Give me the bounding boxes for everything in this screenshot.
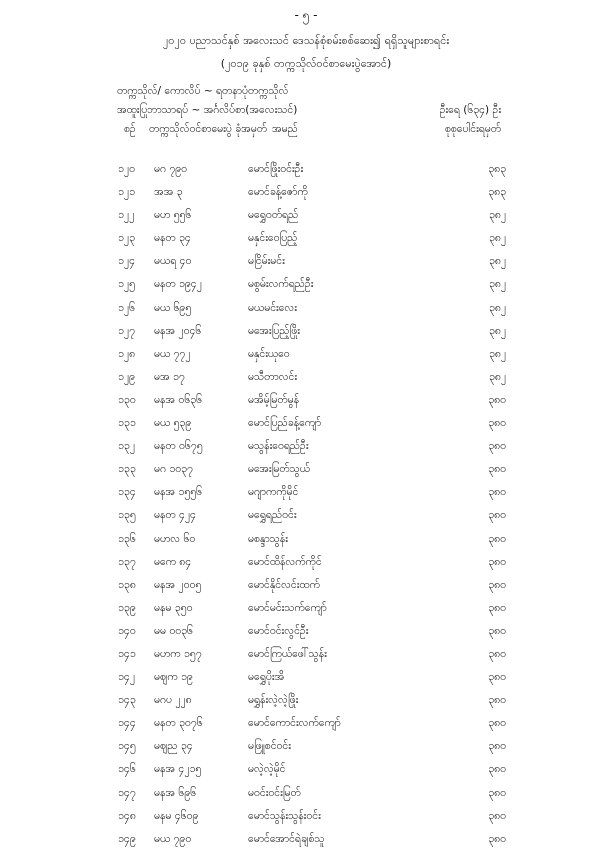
row-number: ၁၄၅ [118, 740, 136, 753]
row-number: ၁၃၀ [118, 393, 136, 406]
table-row [0, 713, 612, 736]
roll-number: မယ ၅၃၉ [154, 417, 192, 430]
roll-number: မနတ ၀၆၇၅ [154, 440, 203, 453]
row-number: ၁၂၁ [118, 186, 135, 199]
student-name: မအိမ့်မြတ်မွန် [248, 393, 300, 406]
row-number: ၁၄၂ [118, 671, 135, 684]
student-name: မသီတာလင်း [248, 370, 298, 383]
table-row [0, 159, 612, 182]
roll-number: မအ ၁၇ [154, 370, 185, 383]
table-row [0, 505, 612, 528]
table-row [0, 367, 612, 390]
student-name: မောင်နိုင်လင်းထက် [248, 578, 320, 591]
student-name: မောင်ဖြိုးဝင်းဦး [248, 163, 304, 175]
roll-number: မနအ ၂၀၀၅ [154, 578, 202, 591]
table-row [0, 783, 612, 806]
roll-number: မကေ ၈၄ [154, 555, 192, 568]
table-row [0, 575, 612, 598]
student-name: မောင်မင်းသက်ကျော် [248, 601, 327, 614]
row-number: ၁၄၄ [118, 717, 136, 730]
roll-number: အအ ၃ [154, 186, 183, 199]
total-score: ၃၈၂ [488, 209, 506, 222]
row-number: ၁၂၆ [118, 301, 135, 314]
total-score: ၃၈၀ [488, 532, 506, 545]
total-score: ၃၈၀ [488, 763, 506, 776]
student-name: မောင်ထိန်လက်ကိုင် [248, 555, 322, 568]
row-number: ၁၂၈ [118, 347, 136, 360]
total-score: ၃၈၀ [488, 555, 506, 568]
row-number: ၁၃၄ [118, 486, 136, 499]
row-number: ၁၄၈ [118, 809, 136, 822]
row-number: ၁၂၃ [118, 232, 135, 245]
student-name: မောင်ခန့်ဇော်ကို [248, 186, 308, 199]
student-name: မရွှေဝတ်ရည် [248, 209, 299, 222]
roll-number: မနအ ၂၀၄၆ [154, 324, 202, 337]
student-name: မနှင်းယုဝေ [248, 347, 290, 360]
table-row [0, 274, 612, 297]
table-row [0, 228, 612, 251]
roll-number: မယ ၇၉၀ [154, 832, 192, 845]
row-number: ၁၃၃ [118, 463, 136, 476]
roll-number: မဂပ ၂၂၈ [154, 694, 192, 707]
roll-number: မမ ၀၀၃၆ [154, 624, 193, 637]
student-name: မရွှန်းလဲ့လဲ့ဖြိုး [248, 694, 299, 707]
table-row [0, 552, 612, 575]
table-row [0, 182, 612, 205]
total-score: ၃၈၂ [488, 347, 506, 360]
row-number: ၁၃၇ [118, 555, 136, 568]
total-score: ၃၈၀ [488, 624, 506, 637]
student-name: မစန္ဒာသွန်း [248, 532, 288, 545]
document-subtitle: (၂၀၁၉ ခုနှစ် တက္ကသိုလ်ဝင်စာမေးပွဲအောင်) [220, 57, 392, 70]
roll-number: မနတ ၃၄ [154, 232, 191, 245]
table-row [0, 482, 612, 505]
total-score: ၃၈၀ [488, 717, 506, 730]
row-number: ၁၃၈ [118, 578, 136, 591]
table-row [0, 321, 612, 344]
student-name: မောင်ကြယ်ဖေါ်သွန်း [248, 647, 327, 660]
total-count: ဦးရေ (၆၃၄) ဦး [439, 104, 501, 116]
student-name: မောင်ပြည်ခန့်ကျော် [248, 417, 322, 430]
row-number: ၁၄၆ [118, 763, 136, 776]
row-number: ၁၄၀ [118, 624, 136, 637]
student-name: မစွမ်းလက်ရည်ဦး [248, 278, 314, 291]
roll-number: မနတ ၁၉၄၂ [154, 278, 202, 291]
row-number: ၁၃၂ [118, 440, 135, 453]
total-score: ၃၈၀ [488, 809, 506, 822]
student-name: မောင်သွန်းသွန်းဝင်း [248, 809, 321, 822]
student-name: မရွှေပိုးအိ [248, 671, 285, 684]
table-row [0, 644, 612, 667]
total-score: ၃၈၂ [488, 370, 506, 383]
row-number: ၁၃၅ [118, 509, 136, 522]
total-score: ၃၈၀ [488, 463, 506, 476]
total-score: ၃၈၀ [488, 647, 506, 660]
table-row [0, 829, 612, 852]
student-name: မငြိမ်းမင်း [248, 255, 285, 268]
total-score: ၃၈၀ [488, 486, 506, 499]
roll-number: မဂ ၇၉၀ [154, 163, 188, 175]
total-score: ၃၈၀ [488, 740, 506, 753]
student-name: မောင်ကောင်းလက်ကျော် [248, 717, 341, 730]
table-row [0, 690, 612, 713]
table-row [0, 390, 612, 413]
row-number: ၁၂၅ [118, 278, 135, 291]
roll-number: မဂ ၁၀၃၇ [154, 463, 193, 476]
document-title: ၂၀၂၀ ပညာသင်နှစ် အလေးသင် ဒေသန်စုံစမ်းစစ်ဆေး၍ ရရှိသူများစာရင်း [162, 34, 450, 47]
roll-number: မနတ ၄၂၄ [154, 509, 196, 522]
table-row [0, 344, 612, 367]
row-number: ၁၃၆ [118, 532, 136, 545]
total-score: ၃၈၀ [488, 417, 506, 430]
roll-number: မနအ ၁၅၅၆ [154, 486, 203, 499]
roll-number: မနမ ၃၅၀ [154, 601, 193, 614]
table-row [0, 459, 612, 482]
column-header-score: စုစုပေါင်းရမှတ် [444, 123, 501, 135]
roll-number: မနမ ၄၆၀၉ [154, 809, 199, 822]
subject-line: အထူးပြုဘာသာရပ် ~ အင်္ဂလိပ်စာ(အလေးသင်) [117, 104, 298, 116]
total-score: ၃၈၃ [488, 163, 506, 175]
table-row [0, 806, 612, 829]
roll-number: မနတ ၃၀၇၆ [154, 717, 203, 730]
total-score: ၃၈၀ [488, 786, 506, 799]
column-header-no: စဉ် [124, 123, 136, 135]
roll-number: မဟက ၁၅၇ [154, 647, 202, 660]
total-score: ၃၈၃ [488, 186, 506, 199]
student-name: မောင်အောင်ရဲချစ်သူ [248, 832, 325, 845]
total-score: ၃၈၀ [488, 440, 506, 453]
column-header-name: အမည် [272, 123, 298, 135]
total-score: ၃၈၂ [488, 278, 506, 291]
column-header-roll: တက္ကသိုလ်ဝင်စာမေးပွဲ ခုံအမှတ် [149, 123, 267, 135]
row-number: ၁၂၂ [118, 209, 135, 222]
total-score: ၃၈၀ [488, 694, 506, 707]
student-name: မယမင်းလေး [248, 301, 297, 314]
row-number: ၁၄၇ [118, 786, 136, 799]
total-score: ၃၈၂ [488, 255, 506, 268]
table-row [0, 759, 612, 782]
total-score: ၃၈၂ [488, 301, 506, 314]
table-row [0, 251, 612, 274]
roll-number: မနအ ၆၉၆ [154, 786, 197, 799]
total-score: ၃၈၀ [488, 578, 506, 591]
roll-number: မဈက ၁၉ [154, 671, 193, 684]
row-number: ၁၄၁ [118, 647, 136, 660]
student-name: မရွှေရည်ဝင်း [248, 509, 297, 522]
student-name: မဝင်းဝင်းမြတ် [248, 786, 301, 799]
table-row [0, 736, 612, 759]
row-number: ၁၂၄ [118, 255, 135, 268]
institution-line: တက္ကသိုလ်/ ကောလိပ် ~ ရတနာပုံတက္ကသိုလ် [117, 85, 289, 97]
total-score: ၃၈၂ [488, 232, 506, 245]
student-name: မအေးပြည့်ဖြိုး [248, 324, 300, 337]
student-name: မနှင်းဝေပြည့် [248, 232, 298, 245]
table-row [0, 529, 612, 552]
roll-number: မနအ ၄၂၁၅ [154, 763, 202, 776]
total-score: ၃၈၀ [488, 509, 506, 522]
table-row [0, 436, 612, 459]
row-number: ၁၂၇ [118, 324, 135, 337]
table-row [0, 598, 612, 621]
total-score: ၃၈၀ [488, 832, 506, 845]
total-score: ၃၈၂ [488, 324, 506, 337]
table-row [0, 413, 612, 436]
roll-number: မနအ ၀၆၃၆ [154, 393, 203, 406]
student-name: မဖြူစင်ဝင်း [248, 740, 291, 753]
roll-number: မဈည ၃၄ [154, 740, 193, 753]
table-row [0, 621, 612, 644]
total-score: ၃၈၀ [488, 393, 506, 406]
roll-number: မယ ၇၇၂ [154, 347, 191, 360]
roll-number: မဟ ၅၅၆ [154, 209, 192, 222]
table-row [0, 667, 612, 690]
table-row [0, 298, 612, 321]
row-number: ၁၄၉ [118, 832, 136, 845]
page-number: - ၅ - [294, 8, 318, 22]
row-number: ၁၂၉ [118, 370, 135, 383]
results-table [0, 159, 612, 852]
total-score: ၃၈၀ [488, 671, 506, 684]
row-number: ၁၃၉ [118, 601, 136, 614]
table-row [0, 205, 612, 228]
roll-number: မဟလ ၆၀ [154, 532, 196, 545]
row-number: ၁၃၁ [118, 417, 136, 430]
student-name: မောင်ဝင်းလွင်ဦး [248, 624, 309, 637]
roll-number: မယရ ၄၀ [154, 255, 192, 268]
row-number: ၁၄၃ [118, 694, 136, 707]
student-name: မသွန်းဝေရည်ဦး [248, 440, 309, 453]
student-name: မလဲ့လဲ့မိုင် [248, 763, 286, 776]
row-number: ၁၂၀ [118, 163, 135, 175]
roll-number: မယ ၆၉၅ [154, 301, 192, 314]
student-name: မဂျာကကိုမိုင် [248, 486, 299, 499]
total-score: ၃၈၀ [488, 601, 506, 614]
student-name: မအေးမြတ်သွယ် [248, 463, 310, 476]
